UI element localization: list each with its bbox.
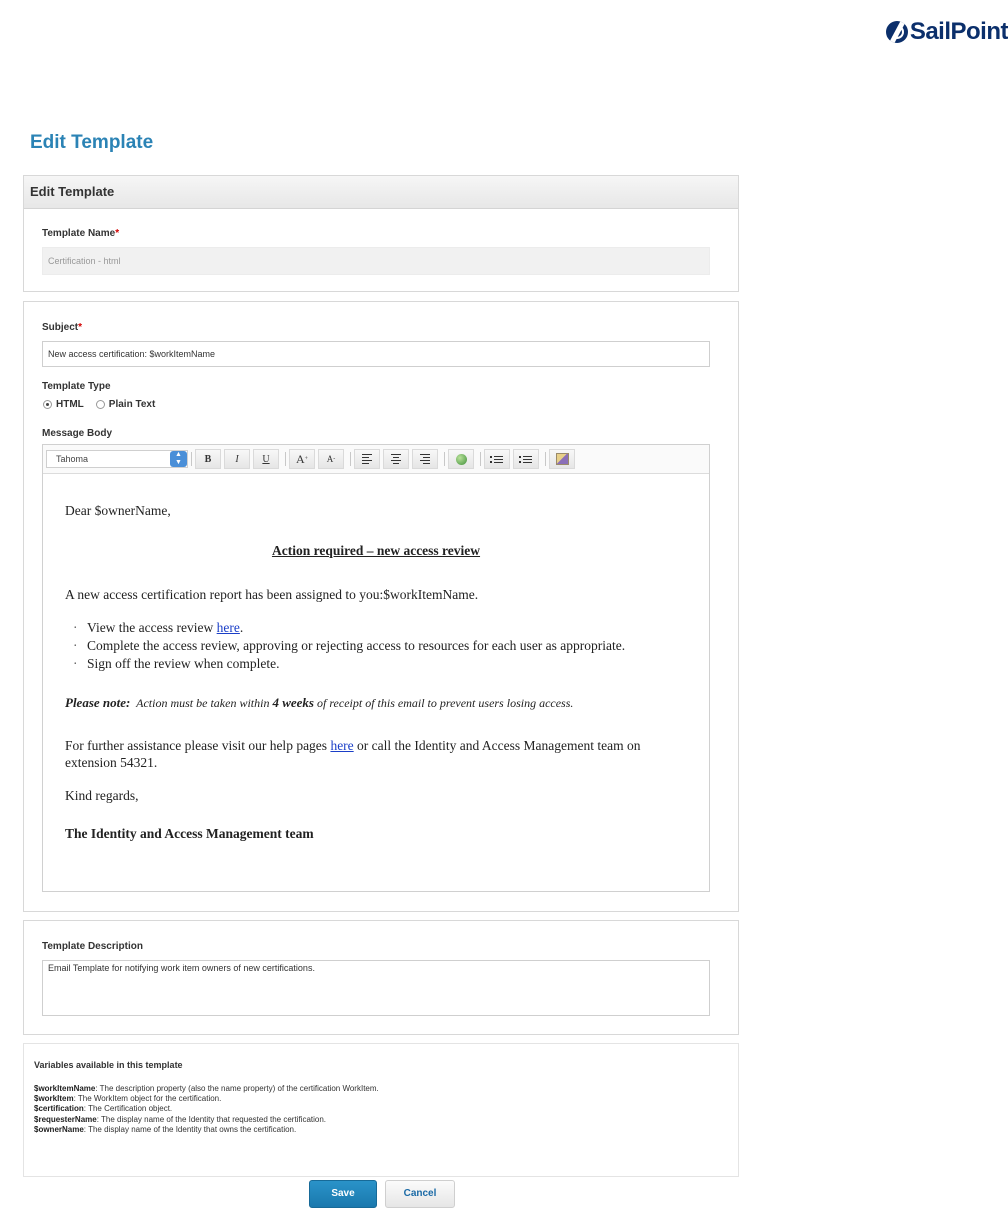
decrease-font-size-button[interactable]: A -	[318, 449, 344, 469]
toolbar-separator	[480, 452, 481, 466]
note-bold: 4 weeks	[272, 695, 314, 710]
bullet-text: Sign off the review when complete.	[87, 656, 280, 671]
edit-source-icon	[556, 453, 569, 465]
message-body-label: Message Body	[42, 428, 113, 439]
align-center-button[interactable]	[383, 449, 409, 469]
toolbar-separator	[285, 452, 286, 466]
editor-toolbar	[43, 445, 709, 474]
variable-desc: : The Certification object.	[83, 1104, 173, 1114]
help-paragraph	[65, 737, 695, 771]
subject-label	[42, 322, 82, 333]
team-signature: The Identity and Access Management team	[65, 826, 314, 841]
font-family-select[interactable]	[46, 450, 188, 468]
sailpoint-logo	[852, 12, 1008, 52]
description-panel	[23, 920, 739, 1035]
variable-desc: : The display name of the Identity that owns the certification.	[83, 1124, 297, 1134]
note-text: of receipt of this email to prevent users losing access.	[313, 696, 574, 710]
align-left-icon	[362, 454, 372, 464]
list-item	[34, 1115, 379, 1125]
subject-label-text: Subject	[42, 322, 79, 333]
brand-name: SailPoint	[909, 18, 1008, 45]
variable-desc: : The description property (also the name property) of the certification WorkItem.	[95, 1084, 379, 1093]
bold-icon: B	[204, 453, 212, 465]
increase-font-size-button[interactable]: A +	[289, 449, 315, 469]
note-text: Action must be taken within	[136, 696, 273, 710]
message-panel	[23, 301, 739, 912]
help-text: For further assistance please visit our help pages	[65, 738, 331, 753]
access-review-link[interactable]: here	[216, 620, 240, 635]
list-item	[34, 1104, 379, 1114]
underline-icon: U	[262, 453, 270, 465]
select-arrows-icon: ▲ ▼	[170, 451, 187, 467]
plain-text-radio-label: Plain Text	[108, 399, 156, 410]
list-item	[73, 655, 625, 673]
steps-list	[73, 619, 625, 673]
variables-panel	[23, 1043, 739, 1177]
italic-button[interactable]	[224, 449, 250, 469]
template-name-panel	[23, 175, 739, 292]
bullet-list-button[interactable]	[513, 449, 539, 469]
variable-name: $ownerName	[34, 1124, 84, 1134]
align-center-icon	[391, 454, 401, 464]
toolbar-separator	[191, 452, 192, 466]
template-name-label	[42, 228, 119, 239]
align-right-button[interactable]	[412, 449, 438, 469]
template-name-label-text: Template Name	[42, 228, 116, 239]
variable-name: $workItemName	[34, 1084, 96, 1093]
sign-off: Kind regards,	[65, 788, 139, 803]
list-item	[34, 1125, 379, 1135]
variables-title: Variables available in this template	[34, 1060, 183, 1070]
email-heading: Action required – new access review	[271, 543, 481, 558]
template-type-label: Template Type	[42, 381, 111, 392]
grow-font-icon: A	[295, 451, 305, 466]
shrink-font-icon: A	[326, 454, 334, 464]
plain-text-radio[interactable]	[96, 400, 105, 409]
html-radio[interactable]	[43, 400, 52, 409]
required-mark: *	[78, 322, 83, 333]
variable-desc: : The display name of the Identity that requested the certification.	[96, 1114, 327, 1124]
insert-link-button[interactable]	[448, 449, 474, 469]
list-item	[34, 1084, 379, 1094]
template-description-field[interactable]: Email Template for notifying work item owners of new certifications.	[42, 960, 710, 1016]
align-right-icon	[420, 454, 430, 464]
bullet-list-icon	[519, 456, 534, 463]
list-item	[34, 1094, 379, 1104]
panel-header: Edit Template	[24, 176, 738, 209]
numbered-list-icon	[490, 456, 505, 463]
bold-button[interactable]	[195, 449, 221, 469]
required-mark: *	[115, 228, 120, 239]
source-edit-button[interactable]	[549, 449, 575, 469]
list-item	[73, 619, 625, 637]
list-item	[73, 637, 625, 655]
variable-desc: : The WorkItem object for the certification.	[73, 1094, 222, 1104]
sailpoint-logo-icon	[886, 21, 908, 43]
variable-name: $requesterName	[34, 1114, 97, 1124]
help-text: or call the Identity and Access Management team on extension 54321.	[65, 738, 641, 770]
toolbar-separator	[350, 452, 351, 466]
italic-icon: I	[235, 453, 239, 465]
page-title: Edit Template	[30, 132, 154, 153]
note-label: Please note:	[65, 695, 131, 710]
template-name-field[interactable]: Certification - html	[42, 247, 710, 275]
align-left-button[interactable]	[354, 449, 380, 469]
message-body-editor[interactable]	[42, 444, 710, 892]
greeting: Dear $ownerName,	[65, 503, 171, 518]
variable-name: $workItem	[34, 1094, 74, 1104]
intro-paragraph: A new access certification report has been assigned to you:$workItemName.	[65, 587, 479, 602]
subject-field[interactable]: New access certification: $workItemName	[42, 341, 710, 367]
underline-button[interactable]	[253, 449, 279, 469]
template-type-radio-group	[43, 399, 167, 410]
variable-name: $certification	[34, 1104, 84, 1114]
help-pages-link[interactable]: here	[330, 738, 354, 753]
toolbar-separator	[545, 452, 546, 466]
globe-icon	[456, 454, 467, 465]
font-family-value: Tahoma	[56, 454, 89, 464]
bullet-text: View the access review	[87, 620, 217, 635]
save-button[interactable]: Save	[309, 1180, 377, 1208]
bullet-text: Complete the access review, approving or rejecting access to resources for each user as appropriate.	[87, 638, 626, 653]
note-paragraph	[65, 695, 573, 711]
numbered-list-button[interactable]	[484, 449, 510, 469]
toolbar-separator	[444, 452, 445, 466]
variables-list	[34, 1084, 379, 1135]
html-radio-label: HTML	[56, 399, 84, 410]
template-description-label: Template Description	[42, 941, 143, 952]
bullet-text: .	[239, 620, 244, 635]
cancel-button[interactable]: Cancel	[385, 1180, 455, 1208]
